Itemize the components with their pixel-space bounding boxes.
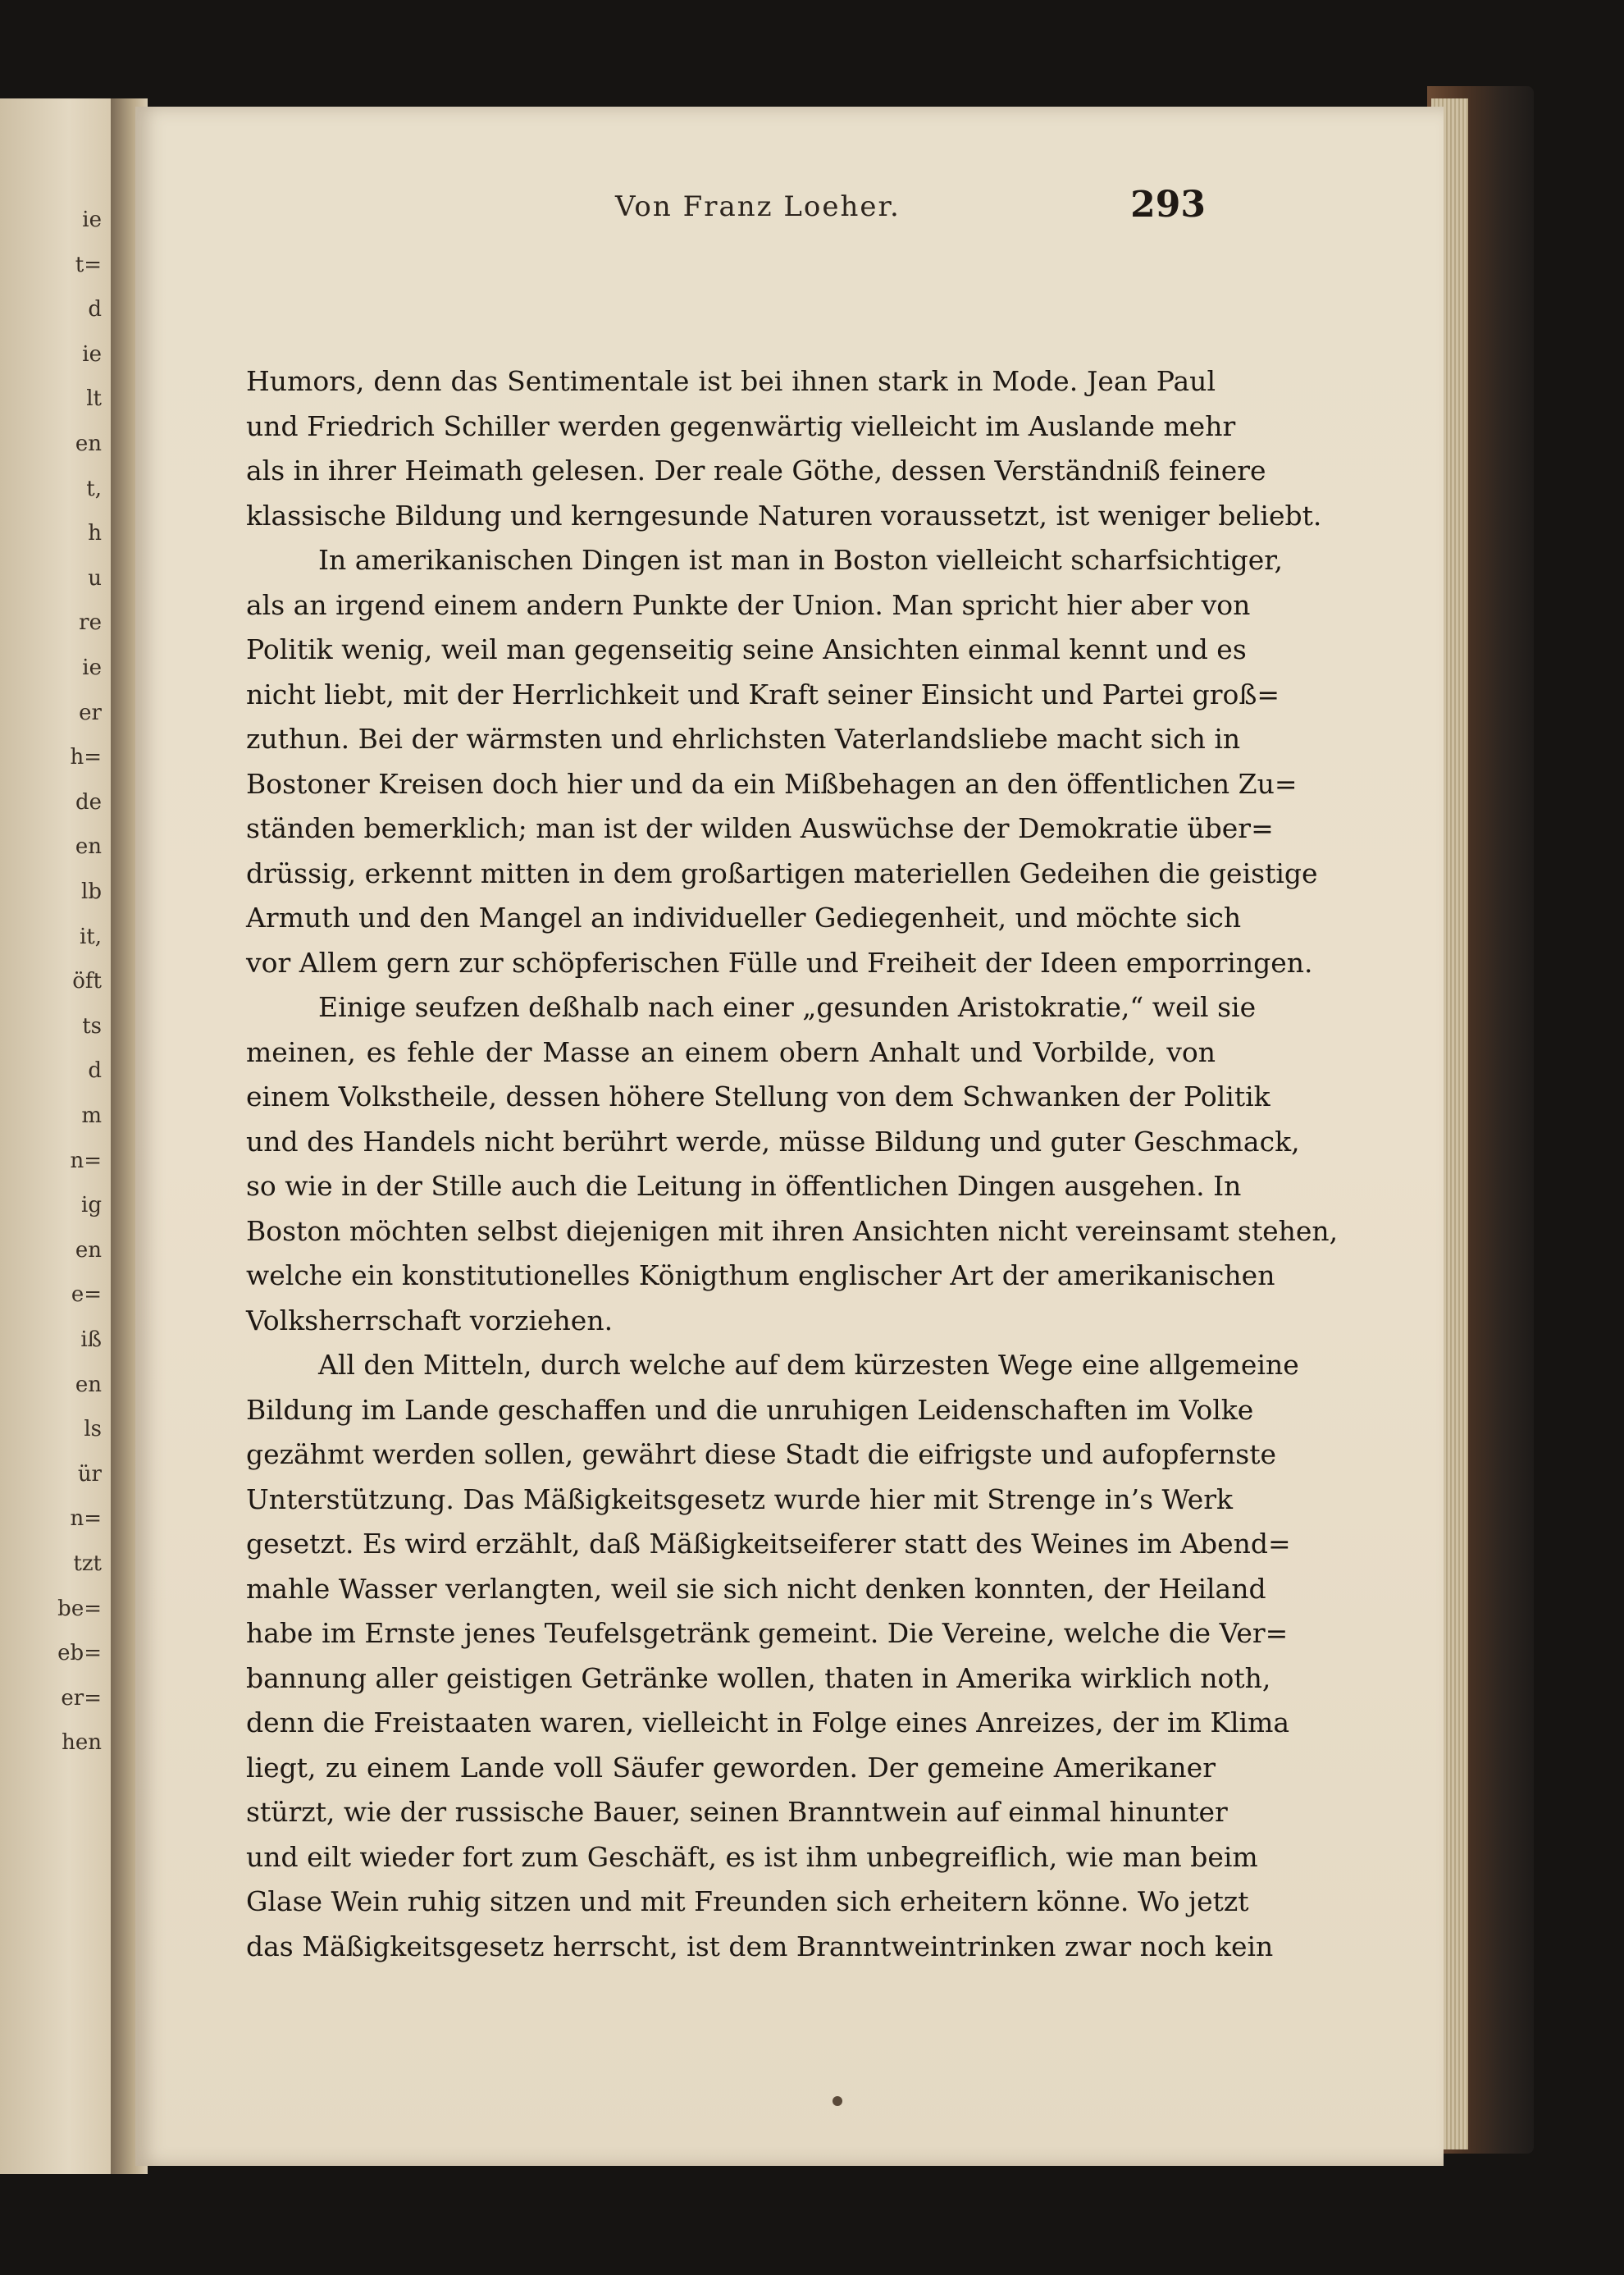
left-page-fragment: h= [70,745,102,770]
left-page-fragment: d [88,297,102,322]
text-line: nicht liebt, mit der Herrlichkeit und Kraft seiner Einsicht und Partei groß= [246,678,1280,710]
text-line: Politik wenig, weil man gegenseitig seine Ansichten einmal kennt und es [246,633,1247,665]
text-line: einem Volkstheile, dessen höhere Stellung von dem Schwanken der Politik [246,1080,1270,1112]
text-line: vor Allem gern zur schöpferischen Fülle und Freiheit der Ideen emporringen. [246,946,1313,979]
text-line: In amerikanischen Dingen ist man in Boston vielleicht scharfsichtiger, [318,544,1283,576]
left-page-fragment: h [88,521,102,546]
text-line: Volksherrschaft vorziehen. [246,1304,614,1336]
left-page-fragment: d [88,1058,102,1084]
left-page-fragment: lb [81,879,102,904]
text-line: All den Mitteln, durch welche auf dem kürzesten Wege eine allgemeine [318,1349,1299,1381]
text-line: Armuth und den Mangel an individueller Gediegenheit, und möchte sich [246,902,1242,934]
text-line: und des Handels nicht berührt werde, müsse Bildung und guter Geschmack, [246,1125,1300,1158]
left-page-fragment: e= [71,1282,102,1308]
text-line: Unterstützung. Das Mäßigkeitsgesetz wurde hier mit Strenge in’s Werk [246,1482,1234,1515]
text-line: klassische Bildung und kerngesunde Naturen voraussetzt, ist weniger beliebt. [246,499,1322,532]
left-page-fragment: m [81,1103,102,1128]
text-line: gezähmt werden sollen, gewährt diese Stadt die eifrigste und aufopfernste [246,1438,1276,1470]
running-head [246,179,1206,236]
text-line: habe im Ernste jenes Teufelsgetränk gemeint. Die Vereine, welche die Ver= [246,1617,1289,1649]
left-page-fragment: tzt [73,1551,102,1576]
left-page-fragment: t= [75,252,102,277]
left-page-fragment: eb= [57,1641,102,1666]
text-line: meinen, es fehle der Masse an einem obern Anhalt und Vorbilde, von [246,1035,1216,1068]
left-page-fragment: er [79,700,102,725]
text-line: Bildung im Lande geschaffen und die unruhigen Leidenschaften im Volke [246,1393,1254,1426]
left-page-fragment: iß [80,1327,102,1352]
text-line: Glase Wein ruhig sitzen und mit Freunden sich erheitern könne. Wo jetzt [246,1885,1249,1917]
text-line: als an irgend einem andern Punkte der Union. Man spricht hier aber von [246,588,1251,621]
body-text [246,359,1339,1969]
text-line: und eilt wieder fort zum Geschäft, es ist ihm unbegreiflich, wie man beim [246,1840,1258,1873]
left-page-fragment: it, [79,924,102,949]
left-page-fragment: ig [81,1193,102,1218]
text-line: welche ein konstitutionelles Königthum englischer Art der amerikanischen [246,1259,1275,1291]
text-line: ständen bemerklich; man ist der wilden Auswüchse der Demokratie über= [246,812,1274,844]
paper-speck [833,2096,842,2106]
left-page-fragment: de [75,789,102,815]
text-line: bannung aller geistigen Getränke wollen, thaten in Amerika wirklich noth, [246,1661,1271,1694]
text-line: liegt, zu einem Lande voll Säufer geworden. Der gemeine Amerikaner [246,1751,1216,1784]
text-line: Humors, denn das Sentimentale ist bei ihnen stark in Mode. Jean Paul [246,365,1216,397]
left-page-fragment: ts [82,1013,102,1039]
text-line: Bostoner Kreisen doch hier und da ein Mißbehagen an den öffentlichen Zu= [246,767,1298,800]
text-line: zuthun. Bei der wärmsten und ehrlichsten Vaterlandsliebe macht sich in [246,723,1241,755]
left-page-fragment: re [79,610,102,636]
left-page-fragment: ür [77,1461,102,1487]
left-page-fragment: u [88,565,102,591]
text-line: drüssig, erkennt mitten in dem großartigen materiellen Gedeihen die geistige [246,857,1318,889]
left-page-fragment: t, [86,476,102,501]
text-line: stürzt, wie der russische Bauer, seinen Branntwein auf einmal hinunter [246,1796,1228,1828]
left-page-fragment: lt [86,386,102,412]
left-page-fragment: ie [82,656,102,680]
left-page-fragment: n= [70,1148,102,1173]
left-page-edge [0,98,115,2174]
left-page-fragment: ls [84,1417,102,1442]
running-head-title: Von Franz Loeher. [615,190,901,223]
text-line: denn die Freistaaten waren, vielleicht in Folge eines Anreizes, der im Klima [246,1706,1290,1738]
left-page-fragment: öft [72,969,102,994]
text-line: gesetzt. Es wird erzählt, daß Mäßigkeitseiferer statt des Weines im Abend= [246,1528,1291,1560]
text-line: Boston möchten selbst diejenigen mit ihren Ansichten nicht vereinsamt stehen, [246,1214,1339,1247]
left-page-fragment: en [75,834,102,860]
left-page-fragment: en [75,432,102,456]
text-line: Einige seufzen deßhalb nach einer „gesunden Aristokratie,“ weil sie [318,991,1257,1023]
text-line: so wie in der Stille auch die Leitung in öffentlichen Dingen ausgehen. In [246,1170,1242,1202]
text-line: als in ihrer Heimath gelesen. Der reale Göthe, dessen Verständniß feinere [246,455,1266,487]
text-line: das Mäßigkeitsgesetz herrscht, ist dem Branntweintrinken zwar noch kein [246,1930,1274,1962]
left-page-fragment: en [75,1372,102,1397]
left-page-fragment: hen [62,1730,102,1756]
left-page-fragment: be= [57,1596,102,1621]
text-line: mahle Wasser verlangten, weil sie sich nicht denken konnten, der Heiland [246,1572,1266,1605]
left-page-fragment: ie [82,208,102,232]
left-page-fragment: n= [70,1506,102,1532]
left-page-fragment: ie [82,341,102,367]
left-page-fragment: er= [61,1685,102,1711]
left-page-fragment: en [75,1237,102,1263]
page-number: 293 [1130,184,1206,226]
text-line: und Friedrich Schiller werden gegenwärtig vielleicht im Auslande mehr [246,409,1236,442]
